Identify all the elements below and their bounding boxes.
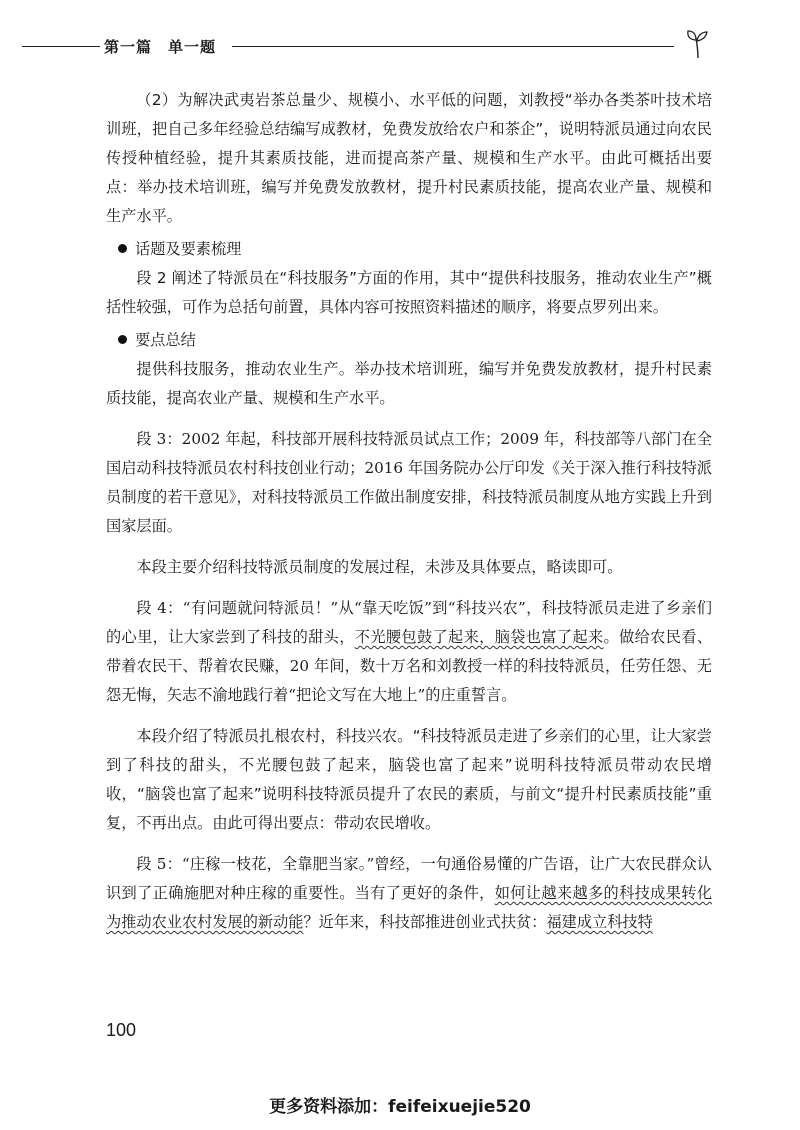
- sprout-icon: [684, 28, 712, 60]
- section-5-wavy-underline-2: 福建成立科技特: [546, 913, 653, 931]
- section-4-wavy-underline: 不光腰包鼓了起来，脑袋也富了起来: [354, 628, 604, 646]
- paragraph-points-summary: 提供科技服务，推动农业生产。举办技术培训班，编写并免费发放教材，提升村民素质技能，提高农业产量、规模和生产水平。: [106, 360, 712, 407]
- paragraph-analysis-2: （2）为解决武夷岩茶总量少、规模小、水平低的问题，刘教授“举办各类茶叶技术培训班，把自己多年经验总结编写成教材，免费发放给农户和茶企”，说明特派员通过向农民传授种植经验，提升其素质技能，进而提高茶产量、规模和生产水平。由此可概括出要点：举办技术培训班，编写并免费发放教材，提升村民素质技能，提高农业产量、规模和生产水平。: [106, 91, 712, 225]
- bullet-heading-topic: [106, 235, 712, 264]
- paragraph-topic-summary: 段 2 阐述了特派员在“科技服务”方面的作用，其中“提供科技服务，推动农业生产”概括性较强，可作为总括句前置，具体内容可按照资料描述的顺序，将要点罗列出来。: [106, 269, 712, 316]
- paragraph-section-3: 段 3：2002 年起，科技部开展科技特派员试点工作；2009 年，科技部等八部门在全国启动科技特派员农村科技创业行动；2016 年国务院办公厅印发《关于深入推行科技特派员制度的若干意见》，对科技特派员工作做出制度安排，科技特派员制度从地方实践上升到国家层面。: [106, 430, 712, 535]
- header-rule-right: [232, 46, 674, 47]
- section-4-text-a: 段 4：“有问题就问特派员！”从“靠天吃饭”到“科技兴农”，科技特派员走进了乡亲们的心里，让大家尝到了科技的甜头，: [106, 599, 712, 646]
- page-content: [106, 86, 712, 937]
- paragraph-section-5: [106, 850, 712, 937]
- footer-contact: 更多资料添加：feifeixuejie520: [269, 1097, 531, 1117]
- bullet-heading-points-label: 要点总结: [135, 331, 196, 349]
- paragraph-section-4-note: 本段介绍了特派员扎根农村，科技兴农。“科技特派员走进了乡亲们的心里，让大家尝到了科技的甜头，不光腰包鼓了起来，脑袋也富了起来”说明科技特派员带动农民增收，“脑袋也富了起来”说明科技特派员提升了农民的素质，与前文“提升村民素质技能”重复，不再出点。由此可得出要点：带动农民增收。: [106, 727, 712, 832]
- page-header: [0, 28, 800, 68]
- bullet-heading-points: [106, 326, 712, 355]
- paragraph-section-3-note: 本段主要介绍科技特派员制度的发展过程，未涉及具体要点，略读即可。: [136, 558, 623, 576]
- section-title: 第一篇 单一题: [104, 38, 217, 56]
- section-5-text-b: ？近年来，科技部推进创业式扶贫：: [303, 913, 547, 931]
- section-4-text-b: 。做给农民看、带着农民干、帮着农民赚，20 年间，数十万名和刘教授一样的科技特派员，任劳任怨、无怨无悔，矢志不渝地践行着“把论文写在大地上”的庄重誓言。: [106, 628, 713, 704]
- bullet-dot-icon: [118, 335, 127, 344]
- bullet-dot-icon: [118, 244, 127, 253]
- bullet-heading-topic-label: 话题及要素梳理: [135, 240, 242, 258]
- header-rule-left: [22, 46, 100, 47]
- page-number: 100: [106, 1020, 137, 1040]
- paragraph-section-4: [106, 594, 712, 710]
- section-5-text-a: 段 5：“庄稼一枝花，全靠肥当家。”曾经，一句通俗易懂的广告语，让广大农民群众认识到了正确施肥对种庄稼的重要性。当有了更好的条件，: [106, 855, 712, 902]
- section-5-wavy-underline-1: 如何让越来越多的科技成果转化为推动农业农村发展的新动能: [106, 884, 713, 931]
